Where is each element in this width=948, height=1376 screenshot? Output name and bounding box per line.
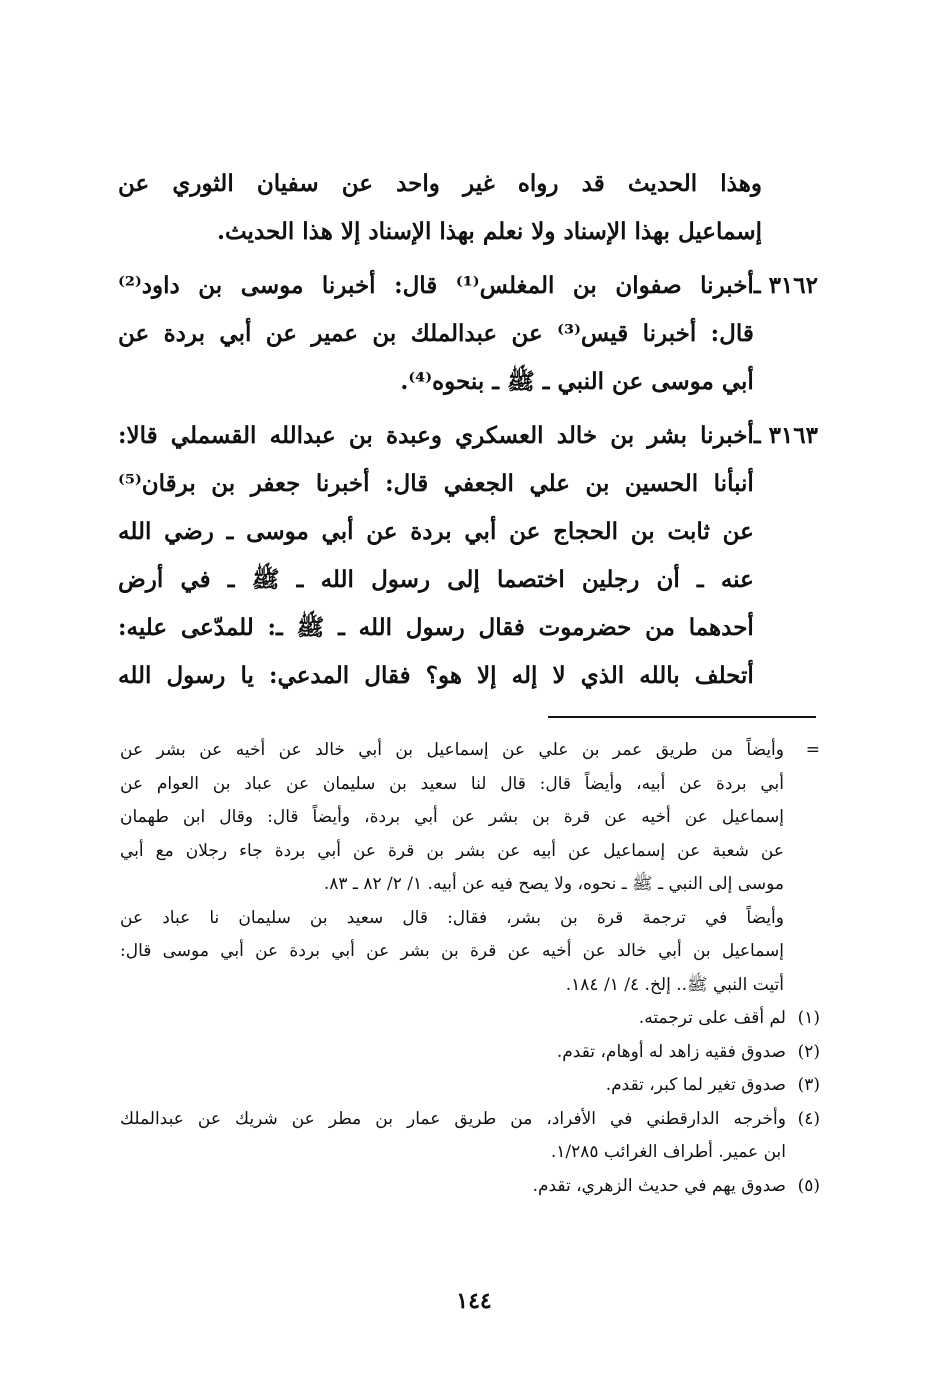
hadith-line: أتحلف بالله الذي لا إله إلا هو؟ فقال المدعي: يا رسول الله (118, 662, 754, 689)
footnote-5 (120, 1170, 820, 1204)
note-line: عن شعبة عن إسماعيل عن أبيه عن بشر بن قرة عن أبي بردة جاء رجلان مع أبي (120, 840, 784, 861)
hadith-number: ٣١٦٣ ـ (753, 422, 818, 449)
note-line: موسى إلى النبي ـ ﷺ ـ نحوه، ولا يصح فيه عن أبيه. ١/ ٢/ ٨٢ ـ ٨٣. (323, 874, 784, 894)
footnote-number: (٣) (797, 1075, 820, 1095)
note-line: إسماعيل بن أبي خالد عن أخيه عن قرة بن بشر عن أبي بردة عن أبي موسى قال: (120, 941, 784, 961)
footnote-text: صدوق يهم في حديث الزهري، تقدم. (532, 1175, 786, 1196)
hadith-line: أبي موسى عن النبي ـ ﷺ ـ بنحوه⁽⁴⁾. (400, 368, 754, 395)
note-line: أبي بردة عن أبيه، وأيضاً قال: قال لنا سعيد بن سليمان عن عباد بن العوام عن (120, 773, 784, 794)
hadith-line: أخبرنا بشر بن خالد العسكري وعبدة بن عبدالله القسملي قالا: (118, 422, 754, 449)
note-line: إسماعيل عن أخيه عن قرة بن بشر عن أبي بردة، وأيضاً قال: وقال ابن طهمان (120, 807, 784, 827)
footnote-2 (120, 1036, 820, 1070)
intro-line: إسماعيل بهذا الإسناد ولا نعلم بهذا الإسناد إلا هذا الحديث. (216, 218, 762, 245)
footnote-3 (120, 1069, 820, 1103)
footnote-text: ابن عمير. أطراف الغرائب ١/٢٨٥. (550, 1142, 786, 1162)
footnotes-section (120, 734, 820, 1203)
hadith-3162 (118, 262, 818, 406)
hadith-line: أخبرنا صفوان بن المغلس⁽¹⁾ قال: أخبرنا موسى بن داود⁽²⁾ (118, 272, 754, 299)
footnote-separator (548, 716, 816, 718)
hadith-line: عن ثابت بن الحجاج عن أبي بردة عن أبي موسى ـ رضي الله (118, 518, 754, 545)
intro-paragraph (118, 160, 818, 256)
footnote-text: لم أقف على ترجمته. (638, 1008, 786, 1028)
footnote-number: (٢) (797, 1041, 820, 1062)
continuation-marker: = (805, 740, 820, 760)
hadith-line: أحدهما من حضرموت فقال رسول الله ـ ﷺ ـ: للمدّعى عليه: (118, 614, 754, 641)
footnote-4 (120, 1103, 820, 1170)
page-number: ١٤٤ (456, 1288, 492, 1314)
footnote-text: صدوق فقيه زاهد له أوهام، تقدم. (556, 1041, 786, 1062)
footnote-number: (١) (797, 1008, 820, 1028)
hadith-text (118, 262, 754, 406)
note-line: وأيضاً في ترجمة قرة بن بشر، فقال: قال سعيد بن سليمان نا عباد عن (120, 907, 784, 928)
footnote-1 (120, 1002, 820, 1036)
note-line: وأيضاً من طريق عمر بن علي عن إسماعيل بن أبي خالد عن أخيه عن بشر عن (120, 740, 784, 760)
hadith-line: عنه ـ أن رجلين اختصما إلى رسول الله ـ ﷺ ـ في أرض (118, 566, 754, 593)
main-text (118, 160, 818, 700)
hadith-3163 (118, 412, 818, 700)
hadith-line: قال: أخبرنا قيس⁽³⁾ عن عبدالملك بن عمير عن أبي بردة عن (118, 320, 754, 347)
note-line: أتيت النبي ﷺ.. إلخ. ٤/ ١/ ١٨٤. (565, 974, 784, 995)
hadith-line: أنبأنا الحسين بن علي الجعفي قال: أخبرنا جعفر بن برقان⁽⁵⁾ (118, 470, 754, 497)
footnote-text: وأخرجه الدارقطني في الأفراد، من طريق عمار بن مطر عن شريك عن عبدالملك (120, 1108, 786, 1129)
footnote-text: صدوق تغير لما كبر، تقدم. (605, 1075, 786, 1095)
footnote-number: (٤) (797, 1108, 820, 1129)
footnote-number: (٥) (797, 1175, 820, 1196)
hadith-number: ٣١٦٢ ـ (753, 272, 818, 299)
intro-line: وهذا الحديث قد رواه غير واحد عن سفيان الثوري عن (118, 170, 762, 197)
hadith-text (118, 412, 754, 700)
continued-footnote (120, 734, 820, 1002)
